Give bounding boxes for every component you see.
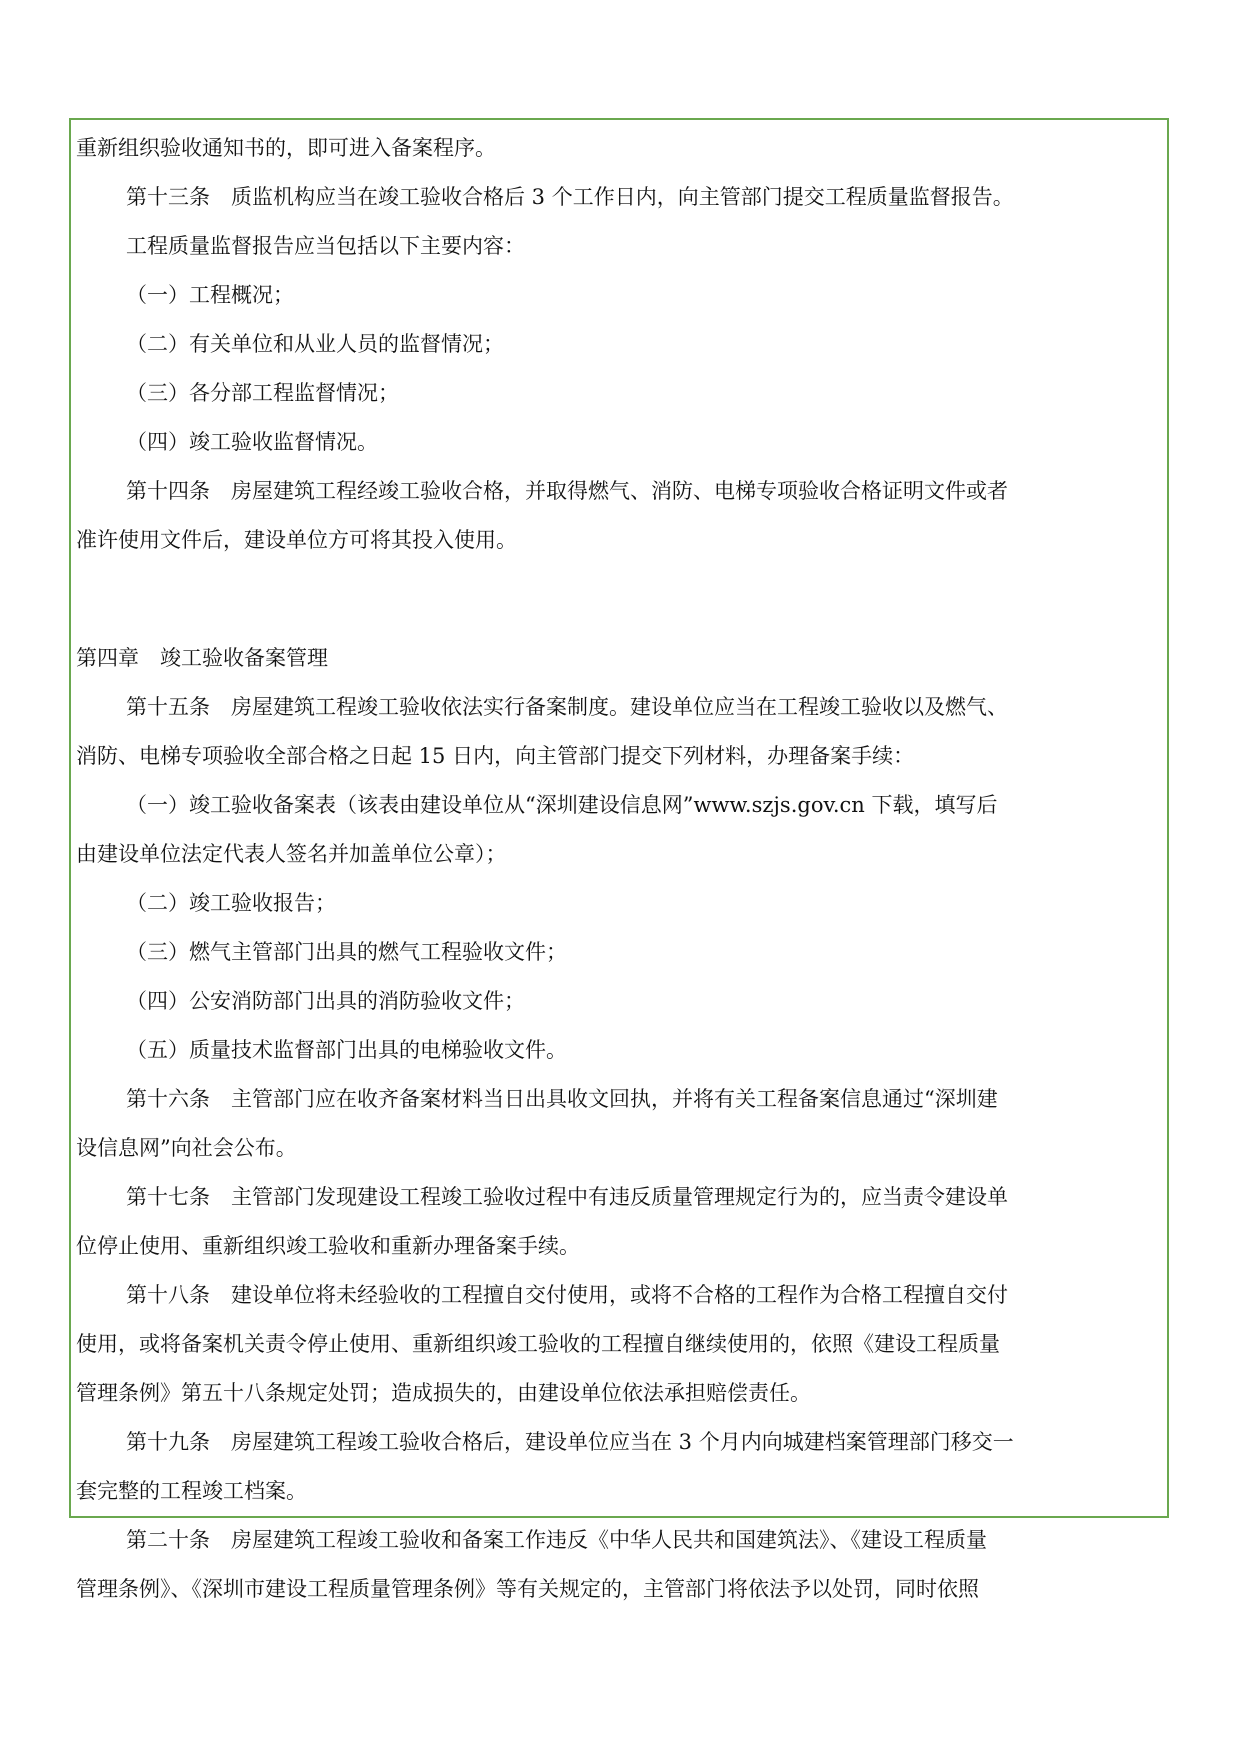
text-line: 位停止使用、重新组织竣工验收和重新办理备案手续。 xyxy=(76,1234,580,1258)
text-line: 设信息网”向社会公布。 xyxy=(76,1136,297,1160)
article-16-line: 第十六条 主管部门应在收齐备案材料当日出具收文回执，并将有关工程备案信息通过“深圳建 xyxy=(126,1087,998,1111)
text-line: 管理条例》、《深圳市建设工程质量管理条例》等有关规定的，主管部门将依法予以处罚，同时依照 xyxy=(76,1577,979,1601)
text-line: 重新组织验收通知书的，即可进入备案程序。 xyxy=(76,136,496,160)
text-line: 消防、电梯专项验收全部合格之日起 15 日内，向主管部门提交下列材料，办理备案手续： xyxy=(76,744,915,768)
article-18-line: 第十八条 建设单位将未经验收的工程擅自交付使用，或将不合格的工程作为合格工程擅自交付 xyxy=(126,1283,1008,1307)
list-item: （二）竣工验收报告； xyxy=(126,891,336,915)
list-item: （三）各分部工程监督情况； xyxy=(126,381,399,405)
list-item: （三）燃气主管部门出具的燃气工程验收文件； xyxy=(126,940,567,964)
text-line: 套完整的工程竣工档案。 xyxy=(76,1479,307,1503)
text-line: 管理条例》第五十八条规定处罚；造成损失的，由建设单位依法承担赔偿责任。 xyxy=(76,1381,811,1405)
list-item: （四）公安消防部门出具的消防验收文件； xyxy=(126,989,525,1013)
list-item: （五）质量技术监督部门出具的电梯验收文件。 xyxy=(126,1038,567,1062)
article-13-line: 第十三条 质监机构应当在竣工验收合格后 3 个工作日内，向主管部门提交工程质量监督报告。 xyxy=(126,185,1014,209)
list-item: （二）有关单位和从业人员的监督情况； xyxy=(126,332,504,356)
document-body xyxy=(76,124,1166,1614)
article-20-line: 第二十条 房屋建筑工程竣工验收和备案工作违反《中华人民共和国建筑法》、《建设工程质量 xyxy=(126,1528,987,1552)
chapter-heading: 第四章 竣工验收备案管理 xyxy=(76,646,328,670)
article-15-line: 第十五条 房屋建筑工程竣工验收依法实行备案制度。建设单位应当在工程竣工验收以及燃气、 xyxy=(126,695,1008,719)
list-item: （一）竣工验收备案表（该表由建设单位从“深圳建设信息网”www.szjs.gov.cn 下载，填写后 xyxy=(126,793,998,817)
article-17-line: 第十七条 主管部门发现建设工程竣工验收过程中有违反质量管理规定行为的，应当责令建设单 xyxy=(126,1185,1008,1209)
text-line: 使用，或将备案机关责令停止使用、重新组织竣工验收的工程擅自继续使用的，依照《建设工程质量 xyxy=(76,1332,1000,1356)
text-line: 由建设单位法定代表人签名并加盖单位公章）； xyxy=(76,842,507,866)
text-line: 准许使用文件后，建设单位方可将其投入使用。 xyxy=(76,528,517,552)
text-line: 工程质量监督报告应当包括以下主要内容： xyxy=(126,234,525,258)
list-item: （一）工程概况； xyxy=(126,283,294,307)
spacer xyxy=(76,565,1166,614)
article-19-line: 第十九条 房屋建筑工程竣工验收合格后，建设单位应当在 3 个月内向城建档案管理部门移交一 xyxy=(126,1430,1014,1454)
article-14-line: 第十四条 房屋建筑工程经竣工验收合格，并取得燃气、消防、电梯专项验收合格证明文件或者 xyxy=(126,479,1008,503)
list-item: （四）竣工验收监督情况。 xyxy=(126,430,378,454)
spacer xyxy=(76,614,1166,634)
